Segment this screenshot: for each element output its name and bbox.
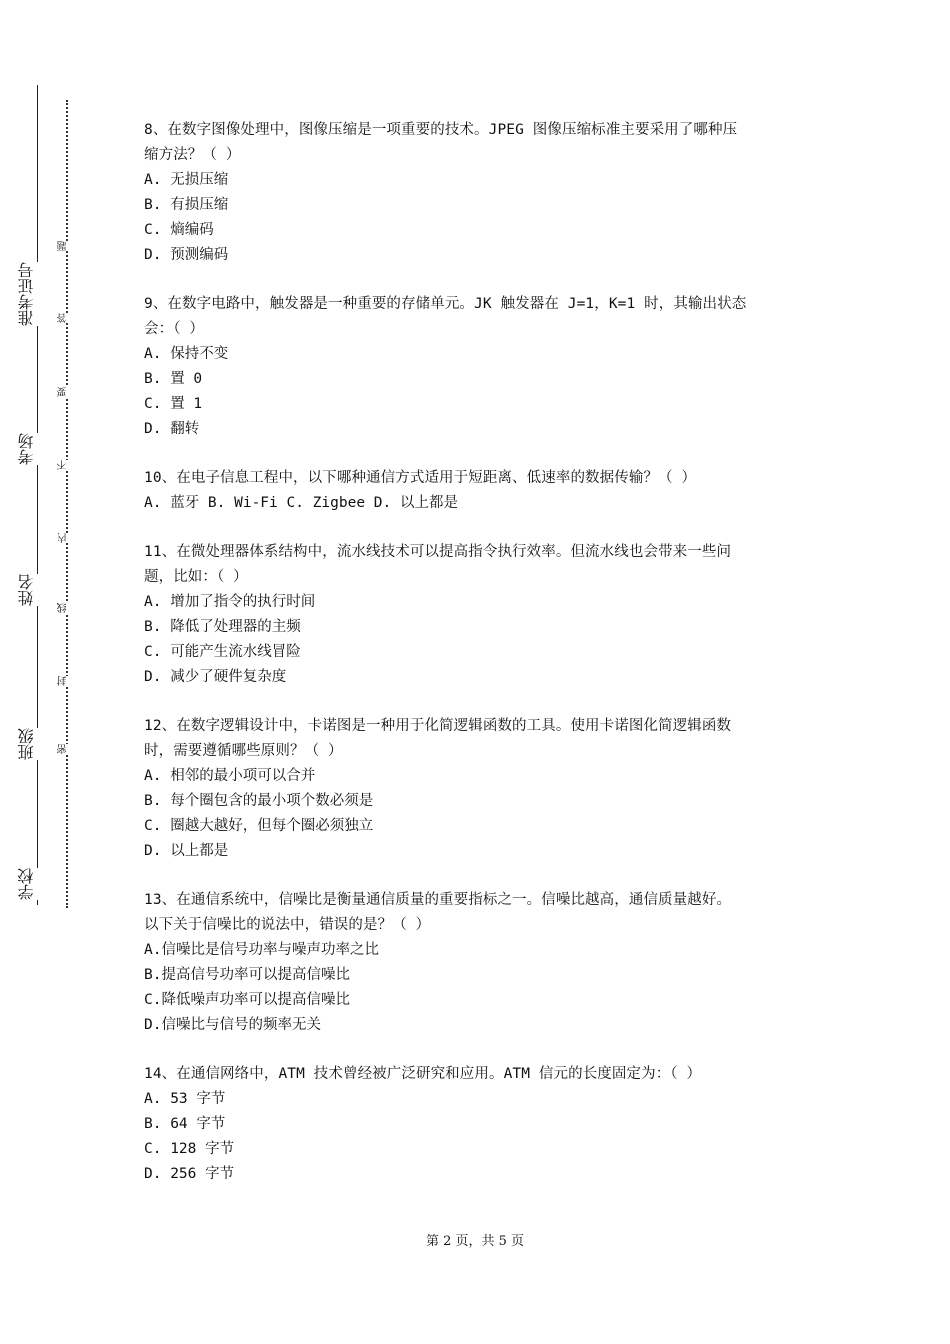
label-exam-room: 考场 (18, 433, 48, 465)
question-11 (144, 540, 814, 690)
question-stem: 缩方法？（ ） (144, 147, 241, 163)
question-14 (144, 1062, 814, 1187)
question-stem: 9、在数字电路中，触发器是一种重要的存储单元。JK 触发器在 J=1，K=1 时，其输出状态 (144, 296, 747, 312)
option-b: B. 有损压缩 (144, 197, 229, 213)
option-d: D. 预测编码 (144, 247, 229, 263)
question-8 (144, 118, 814, 268)
question-stem: 11、在微处理器体系结构中，流水线技术可以提高指令执行效率。但流水线也会带来一些问 (144, 544, 732, 560)
option-d: D. 减少了硬件复杂度 (144, 669, 287, 685)
question-stem: 题，比如：（ ） (144, 569, 248, 585)
option-a: A. 增加了指令的执行时间 (144, 594, 316, 610)
signature-line (37, 85, 38, 905)
seal-char: 内 (58, 533, 76, 543)
option-a: A. 相邻的最小项可以合并 (144, 768, 316, 784)
label-name: 姓名 (18, 574, 48, 606)
label-class: 班级 (18, 728, 48, 760)
question-stem: 8、在数字图像处理中，图像压缩是一项重要的技术。JPEG 图像压缩标准主要采用了哪种压 (144, 122, 738, 138)
seal-dotted-line (66, 100, 68, 908)
option-d: D. 翻转 (144, 421, 200, 437)
option-b: B. 每个圈包含的最小项个数必须是 (144, 793, 374, 809)
option-c: C. 圈越大越好，但每个圈必须独立 (144, 818, 374, 834)
question-10 (144, 466, 814, 516)
question-12 (144, 714, 814, 864)
option-a: A. 53 字节 (144, 1091, 226, 1107)
seal-char: 线 (58, 603, 76, 613)
option-b: B. 降低了处理器的主频 (144, 619, 301, 635)
question-stem: 时，需要遵循哪些原则？（ ） (144, 743, 343, 759)
seal-char: 题 (58, 241, 76, 251)
option-c: C.降低噪声功率可以提高信噪比 (144, 992, 350, 1008)
option-line: A. 蓝牙 B. Wi-Fi C. Zigbee D. 以上都是 (144, 495, 458, 511)
option-d: D. 256 字节 (144, 1166, 235, 1182)
question-9 (144, 292, 814, 442)
option-d: D.信噪比与信号的频率无关 (144, 1017, 321, 1033)
option-c: C. 熵编码 (144, 222, 214, 238)
option-d: D. 以上都是 (144, 843, 229, 859)
question-stem: 以下关于信噪比的说法中，错误的是？（ ） (144, 917, 431, 933)
page-number: 第 2 页，共 5 页 (425, 1234, 525, 1249)
seal-char: 答 (58, 313, 76, 323)
binding-margin (0, 0, 95, 1344)
question-13 (144, 888, 814, 1038)
seal-char: 密 (58, 744, 76, 754)
option-a: A.信噪比是信号功率与噪声功率之比 (144, 942, 379, 958)
option-b: B.提高信号功率可以提高信噪比 (144, 967, 350, 983)
label-admission-number: 准考证号 (18, 262, 48, 326)
option-c: C. 置 1 (144, 396, 203, 412)
question-stem: 会：（ ） (144, 321, 204, 337)
question-stem: 14、在通信网络中，ATM 技术曾经被广泛研究和应用。ATM 信元的长度固定为：（ ） (144, 1066, 702, 1082)
question-list (144, 118, 814, 1211)
question-stem: 10、在电子信息工程中，以下哪种通信方式适用于短距离、低速率的数据传输？（ ） (144, 470, 697, 486)
question-stem: 12、在数字逻辑设计中，卡诺图是一种用于化简逻辑函数的工具。使用卡诺图化简逻辑函数 (144, 718, 732, 734)
option-c: C. 可能产生流水线冒险 (144, 644, 301, 660)
option-a: A. 保持不变 (144, 346, 229, 362)
seal-char: 要 (58, 387, 76, 397)
question-stem: 13、在通信系统中，信噪比是衡量通信质量的重要指标之一。信噪比越高，通信质量越好。 (144, 892, 732, 908)
option-b: B. 64 字节 (144, 1116, 226, 1132)
seal-char: 不 (58, 460, 76, 470)
label-school: 学校 (18, 868, 48, 900)
option-c: C. 128 字节 (144, 1141, 235, 1157)
option-a: A. 无损压缩 (144, 172, 229, 188)
seal-char: 封 (58, 676, 76, 686)
option-b: B. 置 0 (144, 371, 203, 387)
